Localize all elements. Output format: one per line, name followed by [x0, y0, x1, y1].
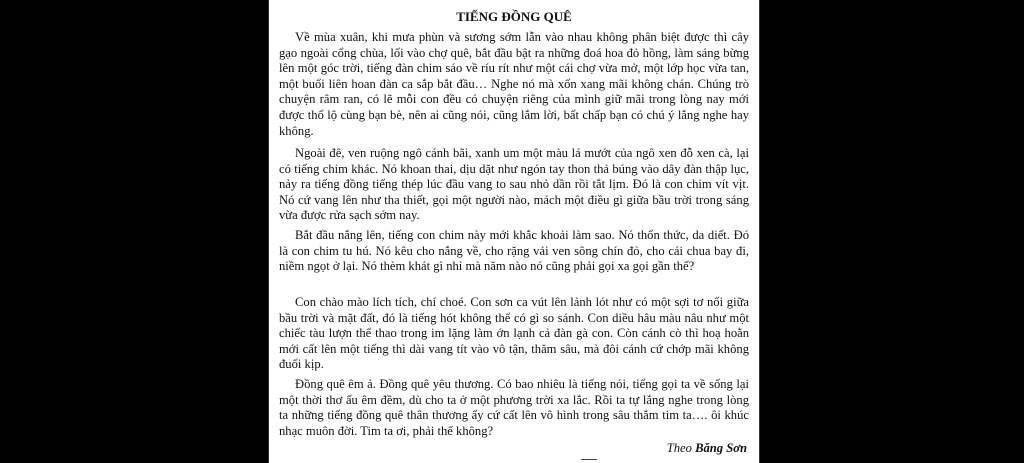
document-page — [268, 0, 760, 463]
author-name: Băng Sơn — [695, 441, 747, 455]
paragraph-4: Con chào mào lích tích, chí choé. Con sơn ca vút lên lảnh lót như có một sợi tơ nối giữa bầu trời và mặt đất, đó là tiếng hót không thể có gì so sánh. Con diều hâu màu nâu như một chiếc tàu lượn thể thao trong im lặng làm ớn lạnh cả đàn gà con. Còn cánh cò thì hoạ hoằn mới cất lên một tiếng thì dài vang tít vào vô tận, thăm sâu, mà đôi cánh cứ chớp mãi không đuổi kịp. — [279, 295, 749, 372]
page-edge-mark — [581, 459, 597, 460]
attribution — [667, 441, 747, 456]
paragraph-1: Về mùa xuân, khi mưa phùn và sương sớm lẫn vào nhau không phân biệt được thì cây gạo ngoài cổng chùa, lối vào chợ quê, bắt đầu bật ra những đoá hoa đỏ hồng, làm sáng bừng lên một góc trời, tiếng đàn chim sáo về ríu rít như một cái chợ vừa mở, một lớp học vừa tan, một buổi liên hoan đàn ca sắp bắt đầu… Nghe nó mà xốn xang mãi không chán. Chúng trò chuyện râm ran, có lẽ mỗi con đều có chuyện riêng của mình giữ mãi trong lòng nay mới được thổ lộ cùng bạn bè, nên ai cũng nói, cũng lắm lời, bất chấp bạn có chú ý lắng nghe hay không. — [279, 30, 749, 138]
paragraph-2: Ngoài đê, ven ruộng ngô cánh bãi, xanh um một màu lá mướt của ngô xen đỗ xen cà, lại có tiếng chim khác. Nó khoan thai, dịu dặt như ngón tay thon thả búng vào dây đàn thập lục, nảy ra tiếng đồng tiếng thép lúc đầu vang to sau nhỏ dần rồi tắt lịm. Đó là con chim vít vịt. Nó cứ vang lên như tha thiết, gọi một người nào, mách một điều gì giữa bầu trời trong sáng vừa được rửa sạch sớm nay. — [279, 146, 749, 223]
document-title: TIẾNG ĐỒNG QUÊ — [456, 9, 572, 24]
attribution-prefix: Theo — [666, 441, 692, 455]
paragraph-5: Đồng quê êm ả. Đồng quê yêu thương. Có bao nhiêu là tiếng nói, tiếng gọi ta về sống lại một thời thơ ấu êm đềm, dù cho ta ở một phương trời xa lắc. Rồi ta tự lắng nghe trong lòng ta những tiếng đồng quê thân thương ấy cứ cất lên vô hình trong sâu thẳm tim ta…. ôi khúc nhạc muôn đời. Tim ta ơi, phải thế không? — [279, 377, 749, 438]
paragraph-3: Bắt đầu nắng lên, tiếng con chim này mới khắc khoải làm sao. Nó thổn thức, da diết. Đó là con chim tu hú. Nó kêu cho nắng về, cho rặng vải ven sông chín đỏ, cho cái chua bay đi, niềm ngọt ở lại. Nó thèm khát gì nhỉ mà năm nào nó cũng phải gọi xa gọi gần thế? — [279, 228, 749, 274]
